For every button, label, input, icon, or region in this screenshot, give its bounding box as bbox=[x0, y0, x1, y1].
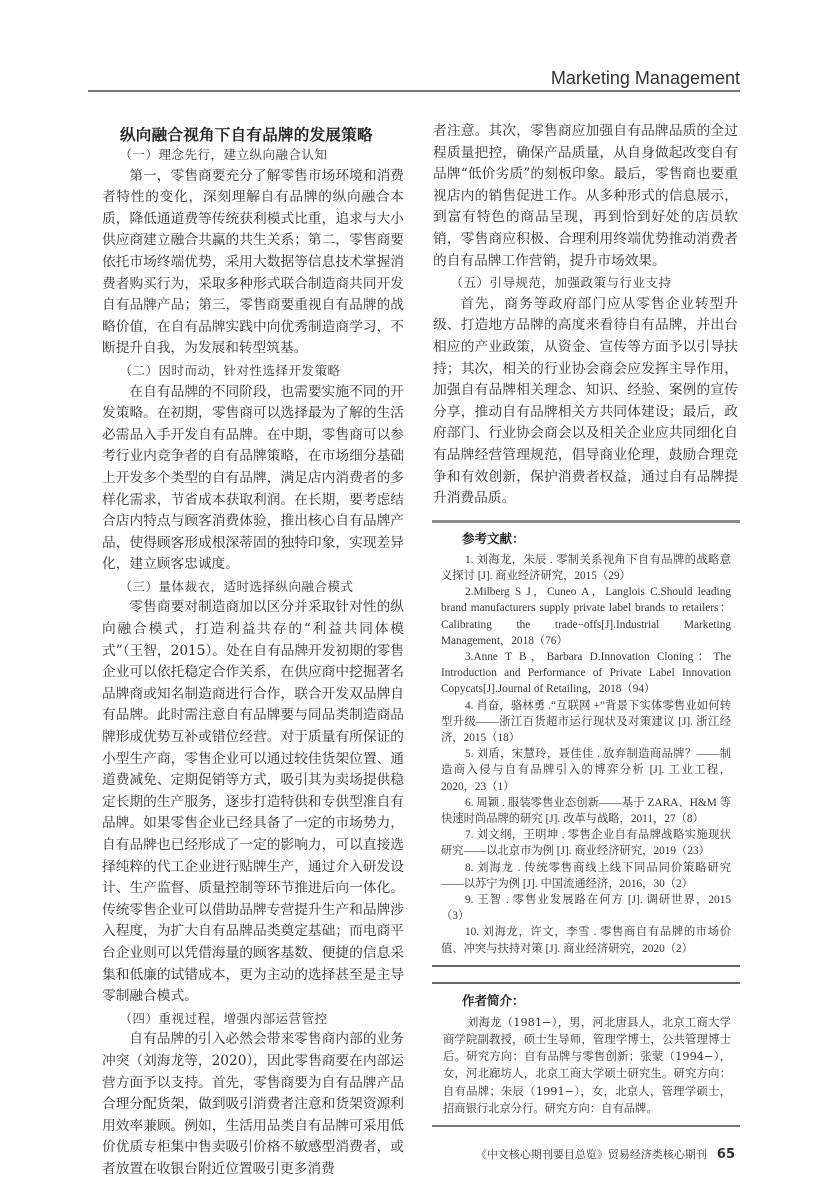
author-bio-heading: 作者简介： bbox=[462, 992, 525, 1008]
body-paragraph: 自有品牌的引入必然会带来零售商内部的业务冲突（刘海龙等，2020），因此零售商要在内部运营方面予以支持。首先，零售商要为自有品牌产品合理分配货架，做到吸引消费者注意和货架资源利用效率兼顾。例如，生活用品类自有品牌可采用低价优质专柜集中售卖吸引价格不敏感型消费者，或者放置在收银台附近位置吸引更多消费 bbox=[102, 1031, 404, 1177]
references-heading: 参考文献： bbox=[462, 530, 525, 546]
author-bio-text: 刘海龙（1981−），男，河北唐县人，北京工商大学商学院副教授，硕士生导师，管理学博士，公共管理博士后。研究方向：自有品牌与零售创新；张蒙（1994−），女，河北廊坊人，北京工商大学硕士研究生。研究方向：自有品牌；朱辰（1991−），女，北京人，管理学硕士，招商银行北京分行。研究方向：自有品牌。 bbox=[443, 1015, 731, 1115]
reference-item: 10. 刘海龙，许文，李雪 . 零售商自有品牌的市场价值、冲突与扶持对策 [J]. 商业经济研究，2020（2） bbox=[441, 926, 731, 955]
left-column bbox=[102, 144, 404, 1181]
reference-item: 8. 刘海龙 . 传统零售商线上线下同品同价策略研究——以苏宁为例 [J]. 中国流通经济，2016，30（2） bbox=[441, 861, 731, 890]
references-top-rule bbox=[432, 520, 740, 523]
author-top-rule bbox=[432, 982, 740, 984]
reference-item: 4. 肖奋，骆林勇 .“互联网 +”背景下实体零售业如何转型升级——浙江百货超市运行现状及对策建议 [J]. 浙江经济，2015（18） bbox=[441, 699, 731, 744]
subsection-heading: （四）重视过程，增强内部运营管控 bbox=[119, 1010, 328, 1026]
references-list bbox=[441, 552, 731, 957]
body-paragraph: 在自有品牌的不同阶段，也需要实施不同的开发策略。在初期，零售商可以选择最为了解的生活必需品入手开发自有品牌。在中期，零售商可以参考行业内竞争者的自有品牌策略，在市场细分基础上开发多个类型的自有品牌，满足店内消费者的多样化需求，节省成本获取利润。在长期，要考虑结合店内特点与顾客消费体验，推出核心自有品牌产品，使得顾客形成根深蒂固的独特印象，实现差异化，建立顾客忠诚度。 bbox=[102, 383, 404, 573]
author-bottom-rule bbox=[432, 1125, 740, 1127]
body-paragraph: 第一，零售商要充分了解零售市场环境和消费者特性的变化，深刻理解自有品牌的纵向融合本质，降低通道费等传统获利模式比重，追求与大小供应商建立融合共赢的共生关系；第二，零售商要依托市场终端优势，采用大数据等信息技术掌握消费者购买行为，采取多种形式联合制造商共同开发自有品牌产品；第三，零售商要重视自有品牌的战略价值，在自有品牌实践中向优秀制造商学习，不断提升自我，为发展和转型筑基。 bbox=[102, 167, 404, 357]
reference-item: 6. 周颖 . 服装零售业态创新——基于 ZARA、H&M 等快速时尚品牌的研究 [J]. 改革与战略，2011，27（8） bbox=[441, 796, 731, 825]
references-bottom-rule bbox=[432, 965, 740, 967]
reference-item: 2.Milberg S J，Cuneo A，Langlois C.Should leading brand manufacturers supply private label brands to retailers：Calibrating the trade−offs[J].Industrial Marketing Management，2018（76） bbox=[441, 586, 731, 647]
subsection-heading: （三）量体裁衣，适时选择纵向融合模式 bbox=[119, 578, 354, 594]
section-title: 纵向融合视角下自有品牌的发展策略 bbox=[120, 126, 373, 144]
body-paragraph: 首先，商务等政府部门应从零售企业转型升级、打造地方品牌的高度来看待自有品牌，并出台相应的产业政策，从资金、宣传等方面予以引导扶持；其次，相关的行业协会商会应发挥主导作用，加强自有品牌相关理念、知识、经验、案例的宣传分享，推动自有品牌相关方共同体建设；最后，政府部门、行业协会商会以及相关企业应共同细化自有品牌经营管理规范，倡导商业伦理，鼓励合理竞争和有效创新，保护消费者权益，通过自有品牌提升消费品质。 bbox=[433, 295, 738, 507]
subsection-heading: （一）理念先行，建立纵向融合认知 bbox=[119, 147, 328, 162]
subsection-heading: （二）因时而动，针对性选择开发策略 bbox=[119, 362, 341, 378]
reference-item: 1. 刘海龙，朱辰 . 零制关系视角下自有品牌的战略意义探讨 [J]. 商业经济研究，2015（29） bbox=[441, 553, 731, 582]
page-footer bbox=[432, 1147, 735, 1163]
header-rule bbox=[88, 90, 740, 92]
reference-item: 9. 王智 . 零售业发展路在何方 [J]. 调研世界，2015（3） bbox=[441, 893, 731, 923]
right-column bbox=[433, 121, 738, 510]
body-paragraph: 者注意。其次，零售商应加强自有品牌品质的全过程质量把控，确保产品质量，从自身做起改变自有品牌“低价劣质”的刻板印象。最后，零售商也要重视店内的销售促进工作。从多种形式的信息展示，到富有特色的商品呈现，再到恰到好处的店员软销，零售商应积极、合理利用终端优势推动消费者的自有品牌工作营销，提升市场效果。 bbox=[433, 123, 738, 269]
reference-item: 3.Anne T B，Barbara D.Innovation Cloning：The Introduction and Performance of Private Label Innovation Copycats[J].Journal of Retailing，2018（94） bbox=[441, 650, 731, 696]
right-column-stack bbox=[432, 121, 740, 1163]
running-header-title: Marketing Management bbox=[550, 68, 740, 88]
reference-item: 7. 刘文纲，王明坤 . 零售企业自有品牌战略实施现状研究——以北京市为例 [J]. 商业经济研究，2019（23） bbox=[441, 829, 731, 858]
journal-note: 《中文核心期刊要目总览》贸易经济类核心期刊 bbox=[475, 1147, 707, 1161]
page-number: 65 bbox=[716, 1146, 735, 1162]
body-paragraph: 零售商要对制造商加以区分并采取针对性的纵向融合模式，打造利益共存的“利益共同体模式”（王智，2015）。处在自有品牌开发初期的零售企业可以依托稳定合作关系，在供应商中挖掘著名品牌商或知名制造商进行合作，联合开发双品牌自有品牌。此时需注意自有品牌要与同品类制造商品牌形成优势互补或错位经营。对于质量有所保证的小型生产商，零售企业可以通过较佳货架位置、通道费减免、定期促销等方式，吸引其为卖场提供稳定长期的生产服务，逐步打造特供和专供型准自有品牌。如果零售企业已经具备了一定的市场势力，自有品牌也已经形成了一定的影响力，可以直接选择纯粹的代工企业进行贴牌生产，通过介入研发设计、生产监督、质量控制等环节推进后向一体化。传统零售企业可以借助品牌专营提升生产和品牌涉入程度，为扩大自有品牌品类奠定基础；而电商平台企业则可以凭借海量的顾客基数、便捷的信息采集和低廉的试错成本，更为主动的选择甚至是主导零制融合模式。 bbox=[102, 599, 404, 1005]
reference-item: 5. 刘盾，宋慧玲，聂佳佳 . 放弃制造商品牌？——制造商入侵与自有品牌引入的博弈分析 [J]. 工业工程，2020，23（1） bbox=[441, 748, 731, 793]
subsection-heading: （五）引导规范，加强政策与行业支持 bbox=[450, 275, 672, 291]
